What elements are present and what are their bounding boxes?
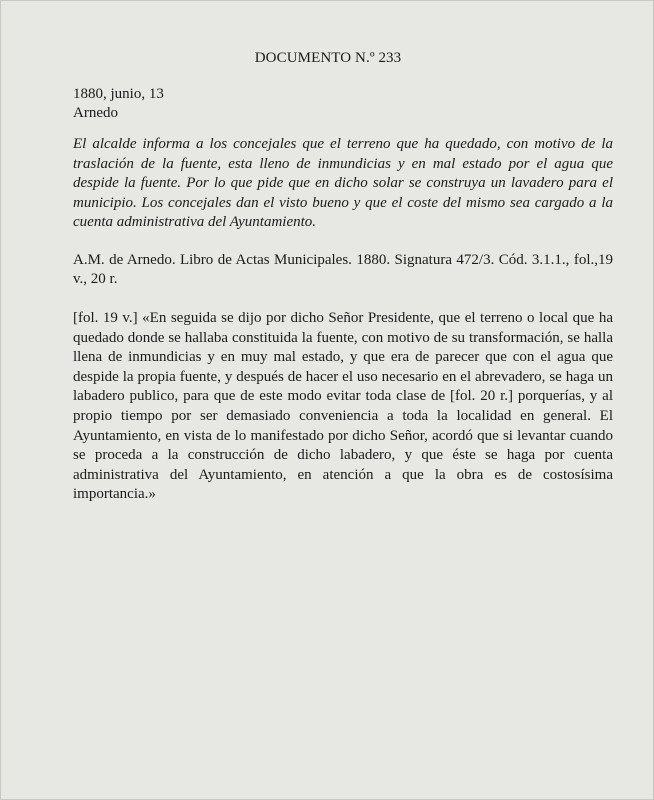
document-body <box>73 85 613 505</box>
document-place: Arnedo <box>73 105 118 121</box>
document-summary: El alcalde informa a los concejales que el terreno que ha quedado, con motivo de la traslación de la fuente, esta lleno de inmundicias y en mal estado por el agua que despide la fuente. Por lo que pide que en dicho solar se construya un lavadero para el municipio. Los concejales dan el visto bueno y que el coste del mismo sea cargado a la cuenta administrativa del Ayuntamiento. <box>73 136 613 231</box>
document-date: 1880, junio, 13 <box>73 86 164 102</box>
document-title: DOCUMENTO N.º 233 <box>254 50 402 66</box>
archival-source: A.M. de Arnedo. Libro de Actas Municipales. 1880. Signatura 472/3. Cód. 3.1.1., fol.,19 v., 20 r. <box>73 251 613 288</box>
document-transcript: [fol. 19 v.] «En seguida se dijo por dicho Señor Presidente, que el terreno o local que ha quedado donde se hallaba constituida la fuente, con motivo de su transformación, se halla llena de inmundicias y en muy mal estado, y que era de parecer que con el agua que despide la propia fuente, y después de hacer el uso necesario en el abrevadero, se haga un labadero publico, para que de este modo evitar toda clase de [fol. 20 r.] porquerías, y al propio tiempo por ser demasiado conveniencia a toda la localidad en general. El Ayuntamiento, en vista de lo manifestado por dicho Señor, acordó que si levantar cuando se proceda a la construcción de dicho labadero, y que éste se haga por cuenta administrativa del Ayuntamiento, en atención a que la obra es de costosísima importancia.» <box>73 309 613 503</box>
